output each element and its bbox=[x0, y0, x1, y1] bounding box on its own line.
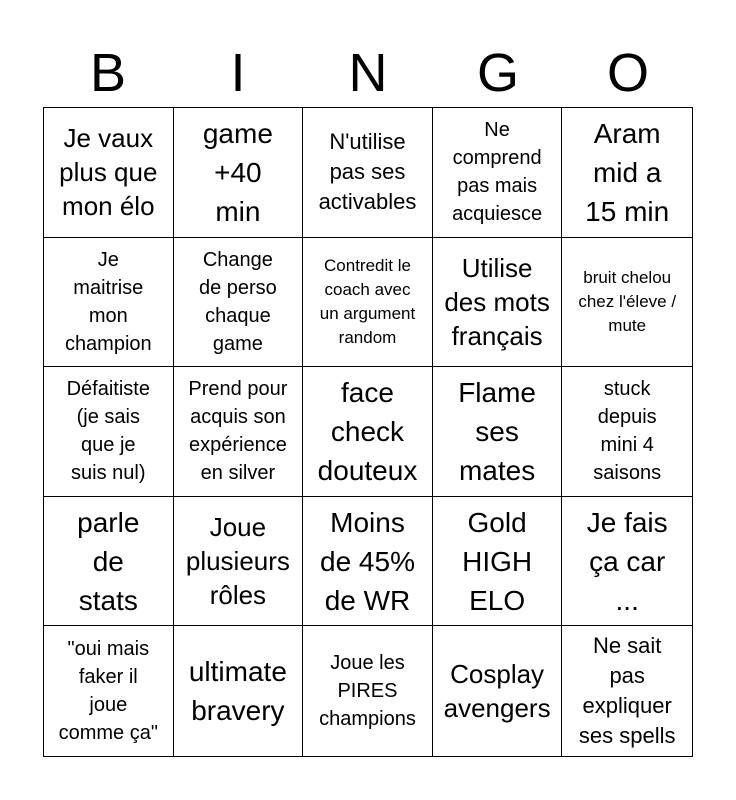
header-letter-g: G bbox=[476, 43, 519, 103]
bingo-cell[interactable] bbox=[562, 108, 692, 238]
bingo-cell[interactable] bbox=[44, 238, 174, 368]
bingo-cell[interactable] bbox=[303, 497, 433, 627]
bingo-cell-text: Gold HIGH ELO bbox=[462, 506, 533, 616]
bingo-cell[interactable] bbox=[433, 108, 563, 238]
bingo-cell-text: Joue plusieurs rôles bbox=[185, 512, 290, 611]
bingo-cell-text: Utilise des mots français bbox=[444, 252, 550, 351]
bingo-cell[interactable] bbox=[44, 367, 174, 497]
header-letter-i: I bbox=[230, 43, 246, 103]
bingo-cell-text: N'utilise pas ses activables bbox=[318, 129, 417, 215]
bingo-cell[interactable] bbox=[562, 626, 692, 756]
bingo-cell-text: Change de perso chaque game bbox=[198, 248, 277, 355]
bingo-cell[interactable] bbox=[303, 367, 433, 497]
bingo-cell[interactable] bbox=[303, 626, 433, 756]
header-letter-o: O bbox=[606, 43, 649, 103]
bingo-cell-text: Contredit le coach avec un argument random bbox=[319, 255, 416, 347]
bingo-cell[interactable] bbox=[174, 367, 304, 497]
bingo-cell-text: Je fais ça car ... bbox=[586, 506, 668, 616]
bingo-cell[interactable] bbox=[174, 497, 304, 627]
bingo-cell[interactable] bbox=[433, 497, 563, 627]
bingo-cell-text: face check douteux bbox=[317, 376, 418, 486]
bingo-cell[interactable] bbox=[562, 238, 692, 368]
bingo-cell-text: ultimate bravery bbox=[188, 656, 287, 727]
bingo-cell-text: Ne sait pas expliquer ses spells bbox=[578, 633, 676, 749]
header-letter-b: B bbox=[89, 43, 127, 103]
bingo-cell-text: Moins de 45% de WR bbox=[320, 506, 415, 616]
bingo-cell-text: stuck depuis mini 4 saisons bbox=[593, 378, 662, 485]
bingo-cell[interactable] bbox=[433, 626, 563, 756]
header-letter-n: N bbox=[348, 43, 388, 103]
bingo-cell[interactable] bbox=[433, 238, 563, 368]
bingo-header bbox=[43, 40, 693, 106]
bingo-cell-text: Prend pour acquis son expérience en silver bbox=[188, 378, 288, 485]
bingo-cell-text: Défaitiste (je sais que je suis nul) bbox=[66, 378, 150, 485]
bingo-cell[interactable] bbox=[562, 367, 692, 497]
bingo-cell-text: bruit chelou chez l'éleve / mute bbox=[578, 267, 677, 335]
bingo-cell[interactable] bbox=[562, 497, 692, 627]
bingo-cell-text: game +40 min bbox=[202, 117, 273, 227]
bingo-cell[interactable] bbox=[44, 497, 174, 627]
bingo-cell-text: parle de stats bbox=[77, 506, 140, 616]
bingo-cell[interactable] bbox=[174, 108, 304, 238]
bingo-cell-text: Je vaux plus que mon élo bbox=[59, 123, 158, 222]
bingo-cell-text: "oui mais faker il joue comme ça" bbox=[58, 638, 158, 745]
bingo-cell[interactable] bbox=[303, 108, 433, 238]
bingo-cell-text: Joue les PIRES champions bbox=[319, 652, 416, 731]
bingo-cell[interactable] bbox=[174, 626, 304, 756]
bingo-cell-text: Je maitrise mon champion bbox=[64, 248, 152, 355]
bingo-board bbox=[43, 107, 693, 757]
bingo-cell-text: Cosplay avengers bbox=[443, 659, 551, 724]
bingo-cell[interactable] bbox=[174, 238, 304, 368]
bingo-cell[interactable] bbox=[44, 108, 174, 238]
bingo-cell-text: Ne comprend pas mais acquiesce bbox=[452, 119, 543, 226]
bingo-cell-text: Flame ses mates bbox=[458, 376, 536, 486]
bingo-cell[interactable] bbox=[303, 238, 433, 368]
bingo-cell[interactable] bbox=[44, 626, 174, 756]
bingo-cell-text: Aram mid a 15 min bbox=[585, 117, 670, 227]
bingo-cell[interactable] bbox=[433, 367, 563, 497]
